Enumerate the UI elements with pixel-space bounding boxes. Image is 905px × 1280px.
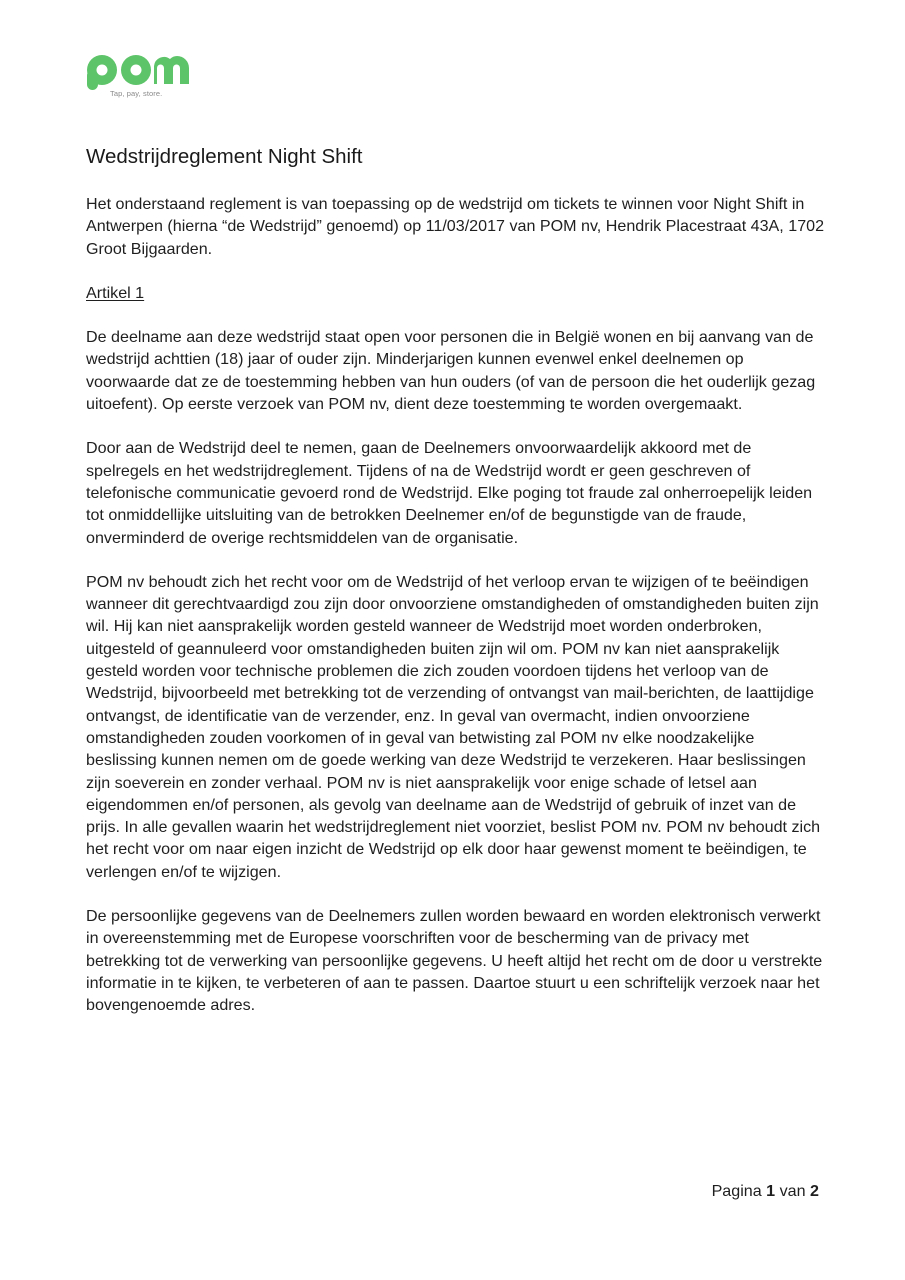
intro-paragraph: Het onderstaand reglement is van toepassing op de wedstrijd om tickets te winnen voor Night Shift in Antwerpen (hierna “de Wedstrijd” genoemd) op 11/03/2017 van POM nv, Hendrik Placestraat 43A, 1702 Groot Bijgaarden.	[86, 195, 825, 258]
of-label: van	[779, 1182, 806, 1200]
current-page-number: 1	[766, 1182, 776, 1200]
document-body	[86, 140, 826, 1017]
pom-logo-mark	[84, 50, 202, 94]
logo-tagline: Tap, pay, store.	[110, 89, 163, 98]
body-paragraph: De deelname aan deze wedstrijd staat open voor personen die in België wonen en bij aanvang van de wedstrijd achttien (18) jaar of ouder zijn. Minderjarigen kunnen evenwel enkel deelnemen op voorwaarde dat ze de toestemming hebben van hun ouders (of van de persoon die het ouderlijk gezag uitoefent). Op eerste verzoek van POM nv, dient deze toestemming te worden overgemaakt.	[86, 328, 816, 414]
total-pages-number: 2	[810, 1182, 819, 1200]
body-paragraph: POM nv behoudt zich het recht voor om de Wedstrijd of het verloop ervan te wijzigen of te beëindigen wanneer dit gerechtvaardigd zou zijn door onvoorziene omstandigheden of omstandigheden buiten zijn wil. Hij kan niet aansprakelijk worden gesteld wanneer de Wedstrijd moet worden onderbroken, uitgesteld of geannuleerd voor omstandigheden buiten zijn wil om. POM nv kan niet aansprakelijk gesteld worden voor technische problemen die zich zouden voordoen tijdens het verloop van de Wedstrijd, bijvoorbeeld met betrekking tot de verzending of ontvangst van mail-berichten, de laattijdige ontvangst, de identificatie van de verzender, enz. In geval van overmacht, indien onvoorziene omstandigheden zouden voorkomen of in geval van betwisting zal POM nv elke noodzakelijke beslissing kunnen nemen om de goede werking van deze Wedstrijd te verzekeren. Haar beslissingen zijn soeverein en zonder verhaal. POM nv is niet aansprakelijk voor enige schade of letsel aan eigendommen en/of personen, als gevolg van deelname aan de Wedstrijd of gebruik of inzet van de prijs. In alle gevallen waarin het wedstrijdreglement niet voorziet, beslist POM nv. POM nv behoudt zich het recht voor om naar eigen inzicht de Wedstrijd op elk door haar gewenst moment te beëindigen, te verlengen en/of te wijzigen.	[86, 572, 821, 881]
body-paragraph: Door aan de Wedstrijd deel te nemen, gaan de Deelnemers onvoorwaardelijk akkoord met de spelregels en het wedstrijdreglement. Tijdens of na de Wedstrijd wordt er geen geschreven of telefonische communicatie gevoerd rond de Wedstrijd. Elke poging tot fraude zal onherroepelijk leiden tot onmiddellijke uitsluiting van de betrokken Deelnemer en/of de begunstigde van de fraude, onverminderd de overige rechtsmiddelen van de organisatie.	[86, 439, 813, 547]
page-label: Pagina	[711, 1182, 762, 1200]
body-paragraph: De persoonlijke gegevens van de Deelnemers zullen worden bewaard en worden elektronisch verwerkt in overeenstemming met de Europese voorschriften voor de bescherming van de privacy met betrekking tot de verwerking van persoonlijke gegevens. U heeft altijd het recht om de door u verstrekte informatie in te kijken, te verbeteren of aan te passen. Daartoe stuurt u een schriftelijk verzoek naar het bovengenoemde adres.	[86, 907, 823, 1015]
article-heading: Artikel 1	[86, 283, 145, 302]
page-number	[712, 1182, 819, 1201]
document-title: Wedstrijdreglement Night Shift	[86, 145, 363, 168]
